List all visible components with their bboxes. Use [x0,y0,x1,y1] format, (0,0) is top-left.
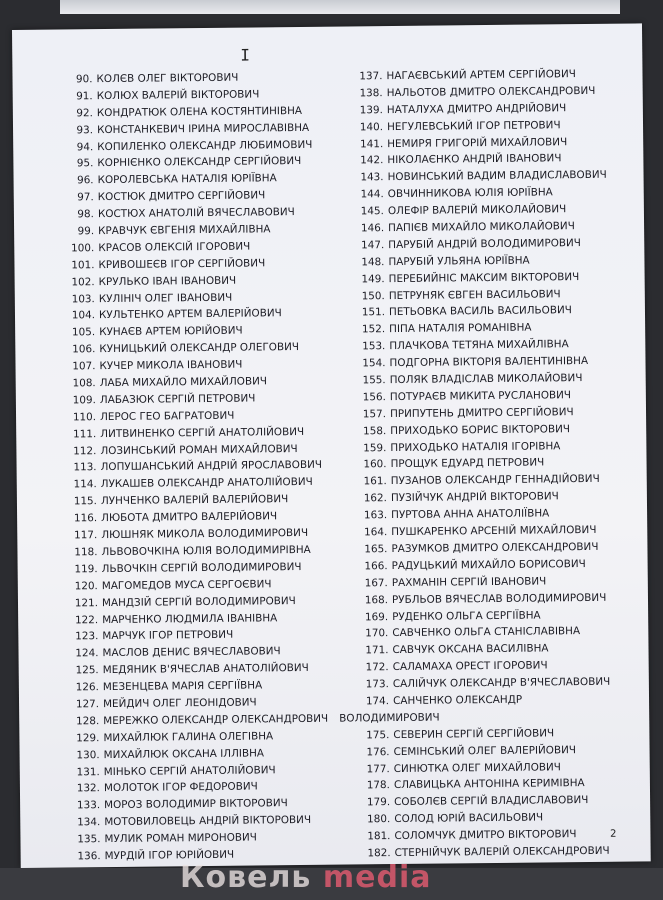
item-name: КОСТЮК ДМИТРО СЕРГІЙОВИЧ [97,189,266,204]
item-name: МОЛОТОК ІГОР ФЕДОРОВИЧ [103,780,258,795]
item-name: МОРОЗ ВОЛОДИМИР ВІКТОРОВИЧ [104,797,288,812]
item-number: 157. [362,407,387,421]
item-name: НЕМИРЯ ГРИГОРІЙ МИХАЙЛОВИЧ [387,135,568,150]
item-number: 100. [71,242,95,255]
item-number: 110. [72,410,97,424]
item-name: РУБЛЬОВ ВЯЧЕСЛАВ ВОЛОДИМИРОВИЧ [391,591,607,606]
item-name: КРУЛЬКО ІВАН ІВАНОВИЧ [98,274,237,288]
list-item [57,474,357,494]
item-number: 159. [363,441,387,454]
item-name: КРАСОВ ОЛЕКСІЙ ІГОРОВИЧ [98,240,251,255]
item-number: 90. [75,73,93,86]
item-name: ПЕТЬОВКА ВАСИЛЬ ВАСИЛЬОВИЧ [388,304,572,319]
item-number: 93. [76,123,94,137]
item-name: ПУЗАНОВ ОЛЕКСАНДР ГЕННАДІЙОВИЧ [390,473,600,488]
item-name: МАРЧЕНКО ЛЮДМИЛА ІВАНІВНА [102,611,278,626]
list-item [333,167,633,187]
item-number: 134. [77,816,101,829]
watermark-media-text: media [322,860,432,895]
item-number: 132. [76,782,101,795]
item-number: 97. [77,191,94,204]
watermark-text: Ковель [180,860,312,895]
item-name: ПІПА НАТАЛІЯ РОМАНІВНА [389,321,532,336]
item-number: 181. [367,830,391,843]
watermark-logo [180,860,431,895]
item-number: 162. [363,492,387,505]
item-name: ЛУНЧЕНКО ВАЛЕРІЙ ВАЛЕРІЙОВИЧ [100,493,289,508]
item-name: СЕВЕРИН СЕРГІЙ СЕРГІЙОВИЧ [393,727,555,741]
item-name: ПРИХОДЬКО НАТАЛІЯ ІГОРІВНА [390,439,561,454]
item-number: 131. [76,765,100,778]
item-number: 175. [366,728,390,742]
item-number: 126. [75,681,99,694]
item-name: РАЗУМКОВ ДМИТРО ОЛЕКСАНДРОВИЧ [391,540,599,555]
item-number: 168. [364,593,389,606]
item-name: САВЧЕНКО ОЛЬГА СТАНІСЛАВІВНА [392,625,581,640]
item-name: КОЛЄВ ОЛЕГ ВІКТОРОВИЧ [96,71,239,86]
item-number: 153. [362,340,386,353]
item-number: 109. [72,394,96,407]
item-number: 104. [71,309,96,322]
item-number: 99. [77,225,95,238]
item-name: КУНИЦЬКИЙ ОЛЕКСАНДР ОЛЕГОВИЧ [99,341,300,356]
list-item [337,471,637,491]
item-number: 160. [363,458,387,471]
item-number: 136. [77,850,101,863]
item-name: СТЕРНІЙЧУК ВАЛЕРІЙ ОЛЕКСАНДРОВИЧ [394,844,610,860]
item-name: МЕДЯНИК В'ЯЧЕСЛАВ АНАТОЛІЙОВИЧ [102,662,309,677]
item-number: 113. [73,461,97,474]
item-number: 108. [72,377,96,390]
item-number: 111. [73,427,97,441]
item-number: 120. [74,579,98,593]
item-name: СОБОЛЄВ СЕРГІЙ ВЛАДИСЛАВОВИЧ [394,794,589,809]
item-number: 125. [75,664,99,677]
item-number: 145. [360,205,384,218]
item-number: 140. [359,120,384,134]
item-name: НАЛЬОТОВ ДМИТРО ОЛЕКСАНДРОВИЧ [386,84,596,99]
item-number: 143. [360,171,384,184]
item-name: ЛОПУШАНСЬКИЙ АНДРІЙ ЯРОСЛАВОВИЧ [100,459,323,474]
text-cursor-icon: I [240,45,251,65]
item-name: МУРДІЙ ІГОР ЮРІЙОВИЧ [104,848,235,863]
item-number: 176. [366,745,390,758]
item-number: 133. [76,799,101,812]
item-name: ПРИХОДЬКО БОРИС ВІКТОРОВИЧ [390,422,571,437]
item-number: 121. [74,596,99,609]
item-name: ПОДГОРНА ВІКТОРІЯ ВАЛЕНТИНІВНА [389,355,589,370]
item-name: САВЧУК ОКСАНА ВАСИЛІВНА [392,642,549,657]
item-name: СОЛОД ЮРІЙ ВАСИЛЬОВИЧ [394,811,544,826]
item-name: ЛЬВОЧКІН СЕРГІЙ ВОЛОДИМИРОВИЧ [101,560,302,575]
item-name: КОСТЮХ АНАТОЛІЙ ВЯЧЕСЛАВОВИЧ [97,206,295,221]
item-name: МАСЛОВ ДЕНИС ВЯЧЕСЛАВОВИЧ [102,645,281,660]
item-number: 169. [364,610,389,623]
item-number: 151. [361,306,386,319]
item-number: 117. [74,529,98,542]
item-number: 129. [76,731,100,745]
item-number: 116. [73,512,98,525]
item-name: СИНЮТКА ОЛЕГ МИХАЙЛОВИЧ [393,760,561,775]
item-name: СЕМІНСЬКИЙ ОЛЕГ ВАЛЕРІЙОВИЧ [393,743,577,758]
item-name: МІНЬКО СЕРГІЙ АНАТОЛІЙОВИЧ [103,763,276,778]
item-name: ЛОЗИНСЬКИЙ РОМАН МИХАЙЛОВИЧ [100,442,298,457]
item-name: КОЛЮХ ВАЛЕРІЙ ВІКТОРОВИЧ [96,88,260,103]
item-name: ЛЕРОС ГЕО БАГРАТОВИЧ [99,409,235,423]
item-name: ЛЮБОТА ДМИТРО ВАЛЕРІЙОВИЧ [101,510,278,525]
item-number: 142. [360,154,384,167]
item-name: МИХАЙЛЮК ГАЛИНА ОЛЕГІВНА [103,730,274,744]
previous-page-edge [60,0,620,14]
item-name: МЕЙДИЧ ОЛЕГ ЛЕОНІДОВИЧ [103,696,257,711]
item-number: 164. [364,526,388,539]
item-number: 128. [76,714,100,728]
item-number: 119. [74,562,98,576]
item-number: 115. [73,495,98,508]
item-number: 152. [361,323,386,336]
item-name: КУНАЄВ АРТЕМ ЮРІЙОВИЧ [99,324,243,339]
item-name: ПОЛЯК ВЛАДІСЛАВ МИКОЛАЙОВИЧ [389,372,583,387]
item-name: ЛЬВОВОЧКІНА ЮЛІЯ ВОЛОДИМИРІВНА [101,543,311,559]
item-number: 149. [361,272,385,286]
item-name: МЕРЕЖКО ОЛЕКСАНДР ОЛЕКСАНДРОВИЧ [103,712,329,727]
item-name: ПУШКАРЕНКО АРСЕНІЙ МИХАЙЛОВИЧ [391,523,597,539]
item-name: МАНДЗІЙ СЕРГІЙ ВОЛОДИМИРОВИЧ [101,594,296,609]
item-number: 124. [75,647,99,660]
item-name: КРАВЧУК ЄВГЕНІЯ МИХАЙЛІВНА [98,223,271,238]
list-item [53,136,353,156]
item-number: 137. [359,70,383,83]
item-name: КУЛЬТЕНКО АРТЕМ ВАЛЕРІЙОВИЧ [98,307,282,322]
item-name: САЛАМАХА ОРЕСТ ІГОРОВИЧ [392,659,548,674]
item-name: КОНСТАНКЕВИЧ ІРИНА МИРОСЛАВІВНА [96,121,310,136]
item-number: 96. [76,174,94,187]
item-name: КОРНІЄНКО ОЛЕКСАНДР СЕРГІЙОВИЧ [97,155,302,170]
item-number: 156. [362,391,386,404]
item-number: 172. [365,661,389,674]
item-name: РАХМАНІН СЕРГІЙ ІВАНОВИЧ [391,575,547,589]
item-number: 98. [77,208,94,221]
item-number: 94. [76,140,94,153]
item-number: 135. [77,833,101,846]
names-column-right [332,66,640,863]
item-name: ЛАБАЗЮК СЕРГІЙ ПЕТРОВИЧ [99,392,256,407]
item-name: ПАРУБІЙ УЛЬЯНА ЮРІЇВНА [388,254,530,268]
item-number: 178. [366,779,390,792]
item-name: НІКОЛАЄНКО АНДРІЙ ІВАНОВИЧ [387,152,562,167]
item-name: КОРОЛЕВСЬКА НАТАЛІЯ ЮРІЇВНА [97,172,277,187]
item-number: 174. [365,695,390,708]
item-name: ОЛЕФІР ВАЛЕРІЙ МИКОЛАЙОВИЧ [387,203,567,218]
item-number: 171. [365,644,389,657]
page-number: 2 [610,828,617,840]
item-name: НЕГУЛЕВСЬКИЙ ІГОР ПЕТРОВИЧ [386,118,561,133]
item-number: 123. [75,630,99,643]
item-number: 95. [76,157,94,170]
names-column-left [52,68,360,865]
item-number: 165. [364,543,388,556]
item-name: ПАПІЄВ МИХАЙЛО МИКОЛАЙОВИЧ [388,220,575,235]
item-name: ПУЗІЙЧУК АНДРІЙ ВІКТОРОВИЧ [390,490,559,505]
item-name: ПРОЩУК ЕДУАРД ПЕТРОВИЧ [390,456,545,471]
item-name: КРИВОШЕЄВ ІГОР СЕРГІЙОВИЧ [98,257,266,271]
item-number: 180. [367,813,391,826]
item-name: МИХАЙЛЮК ОКСАНА ІЛЛІВНА [103,747,265,761]
list-item [337,538,637,558]
item-name: МАРЧУК ІГОР ПЕТРОВИЧ [102,629,234,643]
item-number: 141. [360,137,384,150]
item-name: МУЛИК РОМАН МИРОНОВИЧ [104,831,257,846]
item-name: НАГАЄВСЬКИЙ АРТЕМ СЕРГІЙОВИЧ [386,68,576,83]
item-number: 130. [76,748,100,761]
item-name: ЛУКАШЕВ ОЛЕКСАНДР АНАТОЛІЙОВИЧ [100,476,313,491]
item-name: МАГОМЕДОВ МУСА СЕРГОЄВИЧ [101,578,272,592]
item-name: СЛАВИЦЬКА АНТОНІНА КЕРИМІВНА [393,777,585,792]
item-number: 112. [73,444,97,457]
item-number: 182. [367,847,391,860]
item-number: 170. [365,627,389,640]
item-number: 102. [71,275,95,289]
item-name: ЛИТВИНЕНКО СЕРГІЙ АНАТОЛІЙОВИЧ [100,425,305,440]
item-number: 139. [359,103,383,117]
item-name: КОПИЛЕНКО ОЛЕКСАНДР ЛЮБИМОВИЧ [97,138,313,153]
item-number: 179. [366,796,391,809]
item-name: САЛІЙЧУК ОЛЕКСАНДР В'ЯЧЕСЛАВОВИЧ [392,675,611,691]
item-number: 154. [362,357,386,370]
item-name: НАТАЛУХА ДМИТРО АНДРІЙОВИЧ [386,101,567,116]
item-name: ПЕРЕБИЙНІС МАКСИМ ВІКТОРОВИЧ [388,270,580,285]
item-name: ЛАБА МИХАЙЛО МИХАЙЛОВИЧ [99,375,268,390]
list-item-continuation: ВОЛОДИМИРОВИЧ [339,711,440,725]
list-item [338,589,638,609]
item-number: 177. [366,762,390,775]
item-name: КУЛІНІЧ ОЛЕГ ІВАНОВИЧ [98,291,233,305]
list-item [339,674,639,694]
item-number: 103. [71,292,95,305]
item-name: СОЛОМЧУК ДМИТРО ВІКТОРОВИЧ [394,828,577,843]
item-number: 138. [359,87,383,100]
list-item [59,710,359,730]
item-number: 150. [361,289,385,302]
item-name: КОНДРАТЮК ОЛЕНА КОСТЯНТИНІВНА [96,104,303,119]
item-number: 147. [361,239,385,252]
item-number: 92. [76,106,93,120]
item-number: 101. [71,258,95,272]
item-number: 118. [74,546,98,559]
item-number: 144. [360,188,384,201]
item-name: РУДЕНКО ОЛЬГА СЕРГІЇВНА [392,608,541,623]
item-name: ПУРТОВА АННА АНАТОЛІЇВНА [391,507,550,522]
item-number: 163. [363,509,388,522]
item-name: ПАРУБІЙ АНДРІЙ ВОЛОДИМИРОВИЧ [388,236,581,251]
item-name: САНЧЕНКО ОЛЕКСАНДР [392,693,523,707]
item-number: 107. [72,360,96,373]
item-name: ПОТУРАЄВ МИКИТА РУСЛАНОВИЧ [389,389,572,403]
item-number: 167. [364,576,388,590]
item-number: 105. [71,326,96,339]
item-name: ПЕТРУНЯК ЄВГЕН ВАСИЛЬОВИЧ [388,287,561,302]
item-number: 122. [74,613,99,626]
item-number: 91. [76,90,93,103]
item-number: 155. [362,374,386,387]
item-number: 146. [360,222,385,235]
item-name: МЕЗЕНЦЕВА МАРІЯ СЕРГІЇВНА [102,679,263,694]
document-page [12,23,651,868]
item-number: 158. [363,424,387,438]
item-number: 148. [361,255,385,269]
item-number: 114. [73,478,97,491]
item-name: КУЧЕР МИКОЛА ІВАНОВИЧ [99,358,243,373]
item-name: ОВЧИННИКОВА ЮЛІЯ ЮРІЇВНА [387,186,553,201]
item-number: 173. [365,678,389,691]
list-item [333,82,633,102]
item-number: 127. [75,698,100,711]
item-name: ЛЮШНЯК МИКОЛА ВОЛОДИМИРОВИЧ [101,526,309,542]
item-name: РАДУЦЬКИЙ МИХАЙЛО БОРИСОВИЧ [391,557,586,572]
item-name: НОВИНСЬКИЙ ВАДИМ ВЛАДИСЛАВОВИЧ [387,169,607,184]
item-number: 161. [363,475,387,488]
item-name: ПРИПУТЕНЬ ДМИТРО СЕРГІЙОВИЧ [389,405,574,420]
item-name: МОТОВИЛОВЕЦЬ АНДРІЙ ВІКТОРОВИЧ [104,814,312,829]
item-number: 106. [72,343,96,356]
item-name: ПЛАЧКОВА ТЕТЯНА МИХАЙЛІВНА [389,338,569,353]
item-number: 166. [364,559,388,573]
